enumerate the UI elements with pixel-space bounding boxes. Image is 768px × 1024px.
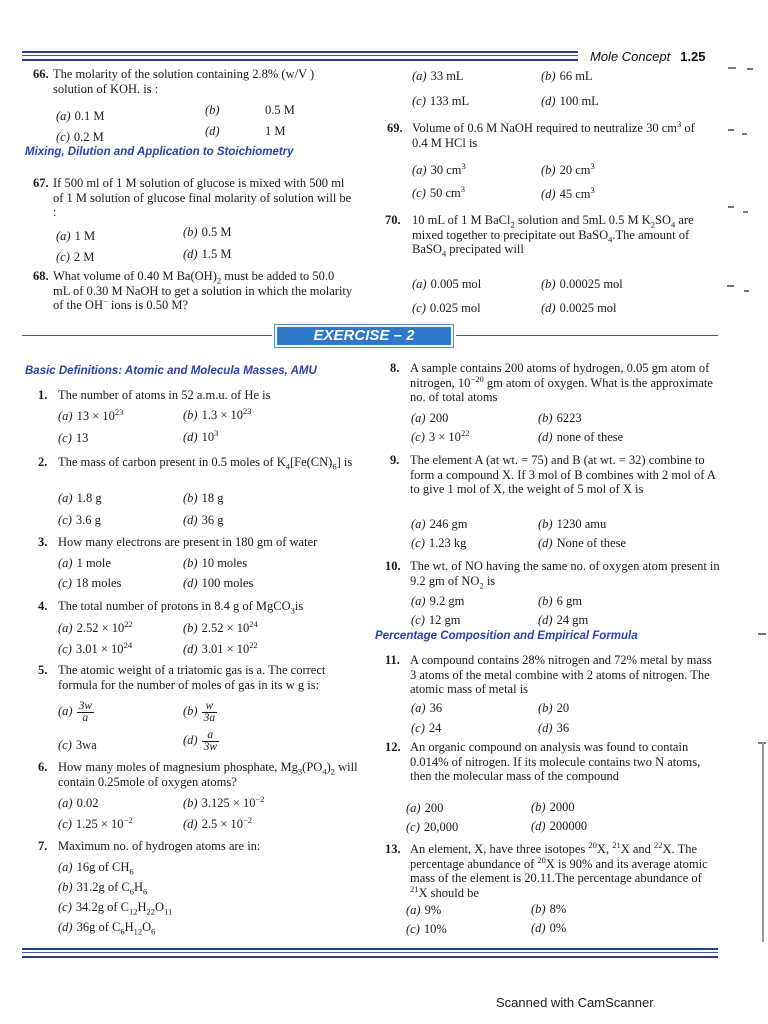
option-b: (b) 0.00025 mol [541, 277, 623, 291]
option-d: (d) 1.5 M [183, 247, 232, 261]
option-a: (a) 1 mole [58, 556, 111, 570]
chapter-title: Mole Concept [590, 49, 671, 64]
question-text: What volume of 0.40 M $Ba(OH)_2$ must be added to 50.0 mL of 0.30 M NaOH to get a solution in which the molarity of the OH− ions is 0.50 M? [53, 269, 353, 312]
option-b: (b) 2000 [531, 800, 575, 814]
option-c: (c) 12 gm [411, 613, 461, 627]
question-text: The number of atoms in 52 a.m.u. of He is [58, 388, 271, 402]
option-d: (d) 36 [538, 721, 570, 735]
edge-mark [758, 633, 766, 635]
option-b: (b) 6 gm [538, 594, 582, 608]
question-text: The mass of carbon present in 0.5 moles of $K_4[Fe(CN)_6]$ is [58, 455, 353, 472]
option-a: (a) 16g of $CH_6$ [58, 860, 134, 877]
option-d: (d) 100 mL [541, 94, 599, 108]
exercise-rule-left [22, 335, 272, 336]
edge-mark [728, 67, 736, 69]
header-rule-mid [22, 55, 578, 56]
option-d: (d) 100 moles [183, 576, 254, 590]
footer-rule-bottom [22, 956, 718, 958]
exercise-banner [274, 324, 454, 348]
question-text: A compound contains 28% nitrogen and 72% metal by mass 3 atoms of the metal combine with 2 atoms of nitrogen. The atomic mass of metal is [410, 653, 712, 696]
option-c: (c) 20,000 [406, 820, 459, 834]
option-d: (d) None of these [538, 536, 626, 550]
option-d: (d) $2.5 \times 10^{-2}$ [183, 814, 253, 831]
option-a: (a) 9.2 gm [411, 594, 465, 608]
option-b: (b) $\frac{w}{3a}$ [183, 700, 216, 724]
question-text: The total number of protons in 8.4 g of MgCO$_3$is [58, 599, 304, 616]
question-text: Maximum no. of hydrogen atoms are in: [58, 839, 261, 853]
exercise-title: EXERCISE – 2 [277, 327, 451, 345]
edge-mark [728, 129, 734, 131]
edge-mark [744, 290, 749, 292]
option-d: (d) $\frac{a}{3w}$ [183, 729, 217, 753]
edge-mark [747, 68, 753, 70]
edge-mark [742, 133, 747, 135]
option-d: (d) $3.01 \times 10^{22}$ [183, 639, 258, 656]
option-c: (c) 13 [58, 431, 89, 445]
question-text: A sample contains 200 atoms of hydrogen, 0.05 gm atom of nitrogen, $10^{-20}$ gm atom of oxygen. What is the approximate no. of total atoms [410, 361, 713, 404]
option-b: (b) [205, 103, 220, 117]
question-text: Volume of 0.6 M NaOH required to neutralize 30 $cm^3$ of 0.4 M HCl is [412, 118, 695, 150]
question-text: If 500 ml of 1 M solution of glucose is mixed with 500 ml of 1 M solution of glucose final molarity of solution will be : [53, 176, 352, 219]
option-b: (b) 1230 amu [538, 517, 607, 531]
option-c: (c) 0.025 mol [412, 301, 481, 315]
question-number: 7. [38, 839, 48, 853]
option-c: (c) 50 $cm^3$ [412, 183, 466, 200]
option-c: (c) 3wa [58, 738, 97, 752]
question-number: 66. [33, 67, 49, 81]
option-a: (a) 0.02 [58, 796, 99, 810]
option-a: (a) 0.005 mol [412, 277, 482, 291]
option-b: (b) $3.125 \times 10^{-2}$ [183, 793, 265, 810]
question-number: 69. [387, 121, 403, 135]
option-b: (b) 0.5 M [183, 225, 232, 239]
option-d-value: 1 M [265, 124, 286, 138]
question-number: 13. [385, 842, 401, 856]
option-b: (b) $1.3 \times 10^{23}$ [183, 405, 252, 422]
question-text: How many moles of magnesium phosphate, $Mg_3(PO_4)_2$ will contain 0.25mole of oxygen atoms? [58, 760, 358, 789]
option-c: (c) $3 \times 10^{22}$ [411, 427, 470, 444]
option-c: (c) 3.6 g [58, 513, 101, 527]
option-d: (d) 36g of $C_6H_{12}O_6$ [58, 920, 156, 937]
edge-mark [727, 285, 734, 287]
footer-rule-mid [22, 952, 718, 953]
question-number: 6. [38, 760, 48, 774]
option-a: (a) 9% [406, 903, 442, 917]
option-b: (b) 31.2g of $C_6H_6$ [58, 880, 148, 897]
question-number: 70. [385, 213, 401, 227]
option-b: (b) 10 moles [183, 556, 248, 570]
option-d: (d) none of these [538, 430, 624, 444]
question-text: The element A (at wt. = 75) and B (at wt. = 32) combine to form a compound X. If 3 mol of B combines with 2 mol of A to give 1 mol of X, the weight of 5 mol of X is [410, 453, 716, 496]
question-text: An element, X, have three isotopes $^{20}$X, $^{21}$X and $^{22}$X. The percentage abundance of $^{20}$X is 90% and its average atomic mass of the element is 20.11.The percentage abundance of $^{21}$X should be [410, 839, 708, 900]
option-b-value: 0.5 M [265, 103, 295, 117]
question-text: The wt. of NO having the same no. of oxygen atom present in 9.2 gm of $NO_2$ is [410, 559, 720, 590]
option-d: (d) [205, 124, 220, 138]
option-a: (a) $\frac{3w}{a}$ [58, 700, 92, 724]
option-d: (d) 36 g [183, 513, 224, 527]
option-a: (a) $13 \times 10^{23}$ [58, 406, 124, 423]
option-a: (a) 0.1 M [56, 109, 105, 123]
option-b: (b) 18 g [183, 491, 224, 505]
question-text: 10 mL of 1 M BaCl$_2$ solution and 5mL 0.5 M $K_2SO_4$ are mixed together to precipitate out BaSO$_4$.The amount of BaSO$_4$ precipated will [412, 213, 694, 259]
option-d: (d) 200000 [531, 819, 588, 833]
option-a: (a) $2.52 \times 10^{22}$ [58, 618, 133, 635]
exercise-rule-right [456, 335, 718, 336]
option-b: (b) $2.52 \times 10^{24}$ [183, 618, 258, 635]
question-number: 12. [385, 740, 401, 754]
question-number: 10. [385, 559, 401, 573]
option-c: (c) 2 M [56, 250, 95, 264]
option-b: (b) 66 mL [541, 69, 593, 83]
question-number: 1. [38, 388, 48, 402]
option-a: (a) 200 [406, 801, 444, 815]
page-number: 1.25 [680, 49, 706, 64]
option-d: (d) $10^3$ [183, 427, 219, 444]
question-number: 11. [385, 653, 400, 667]
question-number: 9. [390, 453, 400, 467]
option-d: (d) 24 gm [538, 613, 589, 627]
option-c: (c) $3.01 \times 10^{24}$ [58, 639, 133, 656]
question-number: 8. [390, 361, 400, 375]
question-text: How many electrons are present in 180 gm of water [58, 535, 318, 549]
section-heading-percentage: Percentage Composition and Empirical Formula [375, 630, 638, 642]
option-c: (c) $1.25 \times 10^{-2}$ [58, 814, 133, 831]
option-c: (c) 1.23 kg [411, 536, 467, 550]
option-b: (b) 6223 [538, 411, 582, 425]
option-d: (d) 0.0025 mol [541, 301, 617, 315]
option-a: (a) 1 M [56, 229, 96, 243]
option-b: (b) 20 [538, 701, 570, 715]
option-d: (d) 45 $cm^3$ [541, 184, 595, 201]
option-c: (c) 34.2g of $C_{12}H_{22}O_{11}$ [58, 900, 173, 917]
option-c: (c) 18 moles [58, 576, 122, 590]
option-c: (c) 133 mL [412, 94, 470, 108]
option-b: (b) 8% [531, 902, 567, 916]
question-number: 67. [33, 176, 49, 190]
question-number: 4. [38, 599, 48, 613]
option-c: (c) 10% [406, 922, 447, 936]
edge-mark [743, 211, 748, 213]
question-number: 2. [38, 455, 48, 469]
header-rule-bottom [22, 59, 578, 61]
option-a: (a) 200 [411, 411, 449, 425]
section-heading-mixing: Mixing, Dilution and Application to Stoichiometry [25, 146, 294, 158]
option-b: (b) 20 $cm^3$ [541, 160, 595, 177]
question-number: 3. [38, 535, 48, 549]
option-a: (a) 30 $cm^3$ [412, 160, 466, 177]
edge-line [762, 742, 764, 942]
footer-rule-top [22, 948, 718, 950]
question-number: 68. [33, 269, 49, 283]
question-number: 5. [38, 663, 48, 677]
option-a: (a) 1.8 g [58, 491, 102, 505]
running-header [590, 49, 706, 64]
option-a: (a) 246 gm [411, 517, 468, 531]
question-text: The molarity of the solution containing 2.8% (w/V ) solution of KOH. is : [53, 67, 315, 96]
edge-mark [728, 206, 734, 208]
option-a: (a) 36 [411, 701, 443, 715]
option-a: (a) 33 mL [412, 69, 464, 83]
section-heading-basic: Basic Definitions: Atomic and Molecula Masses, AMU [25, 365, 317, 377]
scanner-watermark: Scanned with CamScanner [496, 995, 654, 1010]
question-text: The atomic weight of a triatomic gas is a. The correct formula for the number of moles of gas in its w g is: [58, 663, 326, 692]
question-text: An organic compound on analysis was found to contain 0.014% of nitrogen. If its molecule contains two N atoms, then the molecular mass of the compound [410, 740, 701, 783]
option-c: (c) 24 [411, 721, 442, 735]
header-rule-top [22, 51, 578, 53]
option-c: (c) 0.2 M [56, 130, 104, 144]
option-d: (d) 0% [531, 921, 567, 935]
